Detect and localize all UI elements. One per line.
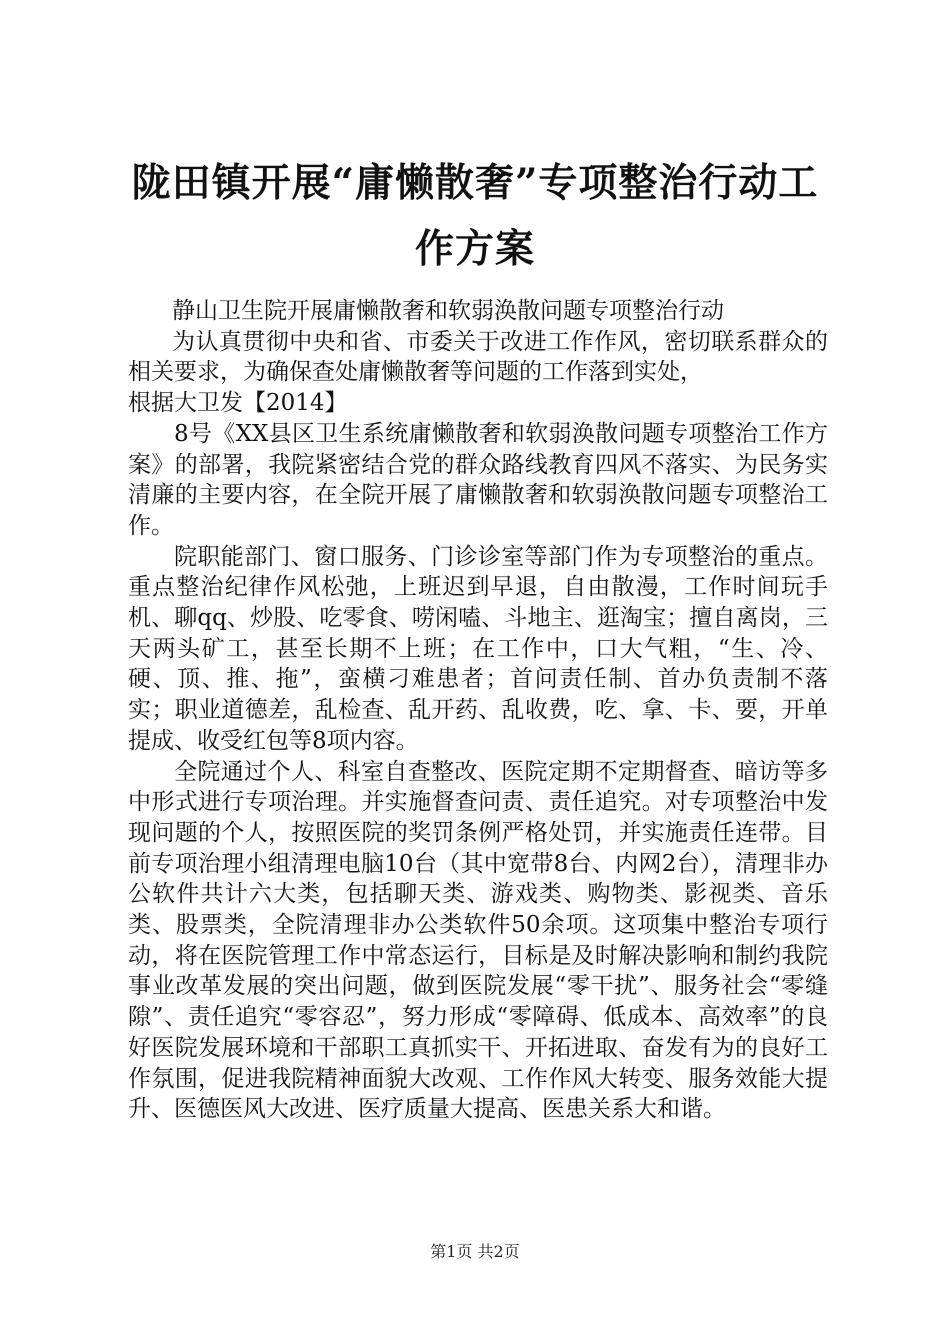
document-title: 陇田镇开展“庸懒散奢”专项整治行动工作方案: [131, 160, 819, 272]
page-footer: 第1页 共2页: [430, 1242, 520, 1261]
paragraph-measures: 全院通过个人、科室自查整改、医院定期不定期督查、暗访等多中形式进行专项治理。并实施督查问责、责任追究。对专项整治中发现问题的个人，按照医院的奖罚条例严格处罚，并实施责任连带。目前专项治理小组清理电脑10台（其中宽带8台、内网2台），清理非办公软件共计六大类，包括聊天类、游戏类、购物类、影视类、音乐类、股票类，全院清理非办公类软件50余项。这项集中整治专项行动，将在医院管理工作中常态运行，目标是及时解决影响和制约我院事业改革发展的突出问题，做到医院发展“零干扰”、服务社会“零缝隙”、责任追究“零容忍”，努力形成“零障碍、低成本、高效率”的良好医院发展环境和干部职工真抓实干、开拓进取、奋发有为的良好工作氛围，促进我院精神面貌大改观、工作作风大转变、服务效能大提升、医德医风大改进、医疗质量大提高、医患关系大和谐。: [128, 758, 828, 1123]
paragraph-plan: 8号《XX县区卫生系统庸懒散奢和软弱涣散问题专项整治工作方案》的部署，我院紧密结合党的群众路线教育四风不落实、为民务实清廉的主要内容，在全院开展了庸懒散奢和软弱涣散问题专项整治工作。: [128, 420, 828, 539]
document-body: [128, 296, 828, 1125]
paragraph-focus: 院职能部门、窗口服务、门诊诊室等部门作为专项整治的重点。重点整治纪律作风松弛，上班迟到早退，自由散漫，工作时间玩手机、聊qq、炒股、吃零食、唠闲嗑、斗地主、逛淘宝；擅自离岗，三天两头矿工，甚至长期不上班；在工作中，口大气粗，“生、冷、硬、顶、推、拖”，蛮横刁难患者；首问责任制、首办负责制不落实；职业道德差，乱检查、乱开药、乱收费，吃、拿、卡、要，开单提成、收受红包等8项内容。: [128, 543, 828, 754]
paragraph-subtitle: 静山卫生院开展庸懒散奢和软弱涣散问题专项整治行动: [172, 298, 724, 324]
paragraph-basis: 根据大卫发【2014】: [128, 390, 348, 417]
paragraph-intro: 为认真贯彻中央和省、市委关于改进工作作风，密切联系群众的相关要求，为确保查处庸懒散奢等问题的工作落到实处，: [128, 328, 828, 386]
